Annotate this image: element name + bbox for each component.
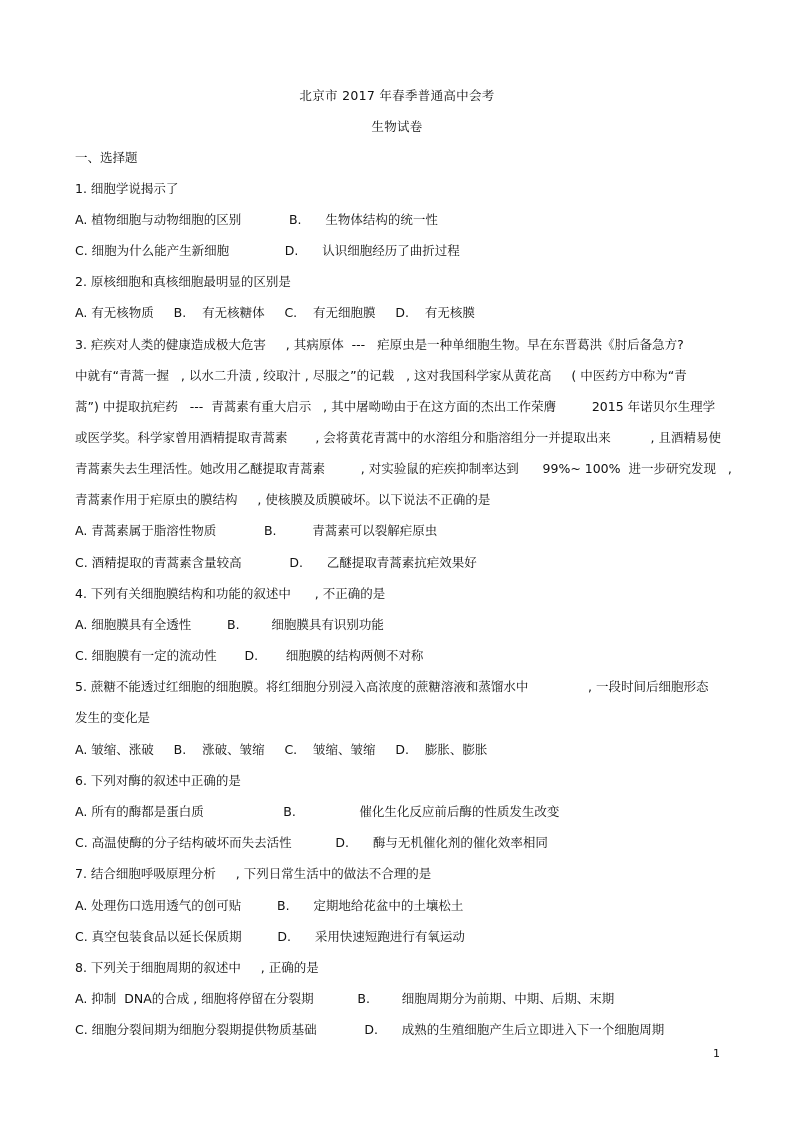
options-line: A. 所有的酶都是蛋白质 B. 催化生化反应前后酶的性质发生改变 [75, 804, 560, 819]
question-text: 8. 下列关于细胞周期的叙述中 , 正确的是 [75, 960, 319, 975]
page-title: 北京市 2017 年春季普通高中会考 [299, 88, 495, 103]
question-text: 6. 下列对酶的叙述中正确的是 [75, 773, 241, 788]
options-line: A. 抑制 DNA的合成 , 细胞将停留在分裂期 B. 细胞周期分为前期、中期、后期、末期 [75, 991, 615, 1006]
options-line: A. 处理伤口选用透气的创可贴 B. 定期地给花盆中的土壤松土 [75, 898, 464, 913]
options-line: A. 皱缩、涨破 B. 涨破、皱缩 C. 皱缩、皱缩 D. 膨胀、膨胀 [75, 742, 488, 757]
question-text: 1. 细胞学说揭示了 [75, 181, 179, 196]
options-line: C. 细胞为什么能产生新细胞 D. 认识细胞经历了曲折过程 [75, 243, 460, 258]
options-line: A. 青蒿素属于脂溶性物质 B. 青蒿素可以裂解疟原虫 [75, 523, 438, 538]
question-text: 或医学奖。科学家曾用酒精提取青蒿素 , 会将黄花青蒿中的水溶组分和脂溶组分一并提取出来 , 且酒精易使 [75, 430, 721, 445]
options-line: A. 植物细胞与动物细胞的区别 B. 生物体结构的统一性 [75, 212, 438, 227]
options-line: C. 高温使酶的分子结构破坏而失去活性 D. 酶与无机催化剂的催化效率相同 [75, 835, 548, 850]
page-number: 1 [713, 1047, 720, 1060]
question-text: 7. 结合细胞呼吸原理分析 , 下列日常生活中的做法不合理的是 [75, 866, 432, 881]
question-text: 青蒿素失去生理活性。她改用乙醚提取青蒿素 , 对实验鼠的疟疾抑制率达到 99%~ 100% 进一步研究发现 , [75, 461, 732, 476]
page-subtitle: 生物试卷 [371, 119, 423, 134]
options-line: C. 酒精提取的青蒿素含量较高 D. 乙醚提取青蒿素抗疟效果好 [75, 555, 477, 570]
question-text: 青蒿素作用于疟原虫的膜结构 , 使核膜及质膜破坏。以下说法不正确的是 [75, 492, 491, 507]
question-text: 蒿”) 中提取抗疟药 --- 青蒿素有重大启示 , 其中屠呦呦由于在这方面的杰出工作荣膺 2015 年诺贝尔生理学 [75, 399, 716, 414]
question-text: 中就有“青蒿一握 , 以水二升渍 , 绞取汁 , 尽服之”的记载 , 这对我国科学家从黄花高 ( 中医药方中称为“青 [75, 368, 687, 383]
section-heading: 一、选择题 [75, 150, 138, 165]
options-line: A. 细胞膜具有全透性 B. 细胞膜具有识别功能 [75, 617, 384, 632]
question-text: 4. 下列有关细胞膜结构和功能的叙述中 , 不正确的是 [75, 586, 386, 601]
options-line: C. 细胞膜有一定的流动性 D. 细胞膜的结构两侧不对称 [75, 648, 424, 663]
options-line: C. 真空包装食品以延长保质期 D. 采用快速短跑进行有氧运动 [75, 929, 465, 944]
question-text: 2. 原核细胞和真核细胞最明显的区别是 [75, 274, 291, 289]
options-line: A. 有无核物质 B. 有无核糖体 C. 有无细胞膜 D. 有无核膜 [75, 305, 475, 320]
question-text: 5. 蔗糖不能透过红细胞的细胞膜。将红细胞分别浸入高浓度的蔗糖溶液和蒸馏水中 , 一段时间后细胞形态 [75, 679, 709, 694]
options-line: C. 细胞分裂间期为细胞分裂期提供物质基础 D. 成熟的生殖细胞产生后立即进入下一个细胞周期 [75, 1022, 665, 1037]
question-text: 3. 疟疾对人类的健康造成极大危害 , 其病原体 --- 疟原虫是一种单细胞生物。早在东晋葛洪《肘后备急方? [75, 337, 684, 352]
question-text: 发生的变化是 [75, 710, 151, 725]
